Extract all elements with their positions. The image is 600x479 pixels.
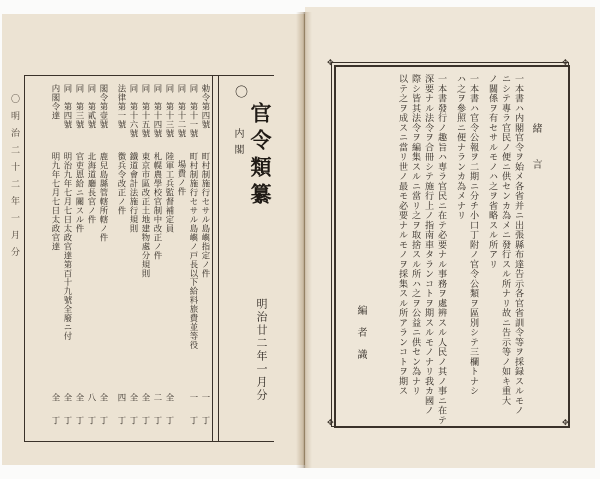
- preface-line: 一本書ハ内閣官令ヲ始メ各省并ニ出張縣布達告示各官省訓令等ヲ採録スルモノ: [513, 74, 524, 416]
- toc-row-unit: 丁: [129, 416, 139, 426]
- toc-row-number: 閣令第壹號: [99, 84, 109, 129]
- toc-row-unit: 丁: [87, 416, 97, 426]
- toc-row-page: 全: [165, 393, 175, 403]
- corner-ornament-icon: ✥: [327, 58, 334, 67]
- toc-row-number: 内閣令達: [51, 84, 61, 120]
- toc-row-page: 一: [189, 393, 199, 403]
- toc-row-unit: 丁: [189, 416, 199, 426]
- toc-title: 官令類纂: [248, 102, 273, 210]
- preface-line: ノ關係ヲ有セサルモノハ之ヲ省略スル所アリ: [487, 74, 498, 269]
- toc-row-unit: 丁: [75, 416, 85, 426]
- toc-row-unit: 丁: [165, 416, 175, 426]
- toc-row-number: 同 第十三號: [165, 84, 175, 138]
- toc-row-number: 同 第十五號: [141, 84, 151, 138]
- toc-row-page: 全: [99, 393, 109, 403]
- preface-line: ハ之ヲ參照ニ便ナランカ為メナリ: [455, 74, 466, 221]
- toc-section-title: 内閣: [232, 128, 243, 160]
- toc-row-description: 鹿兒島縣管轄所轄ノ件: [99, 152, 109, 242]
- toc-row-number: 同 第十四號: [153, 84, 163, 138]
- toc-row-description: 官吏恩給ニ關スル件: [75, 152, 85, 233]
- preface-line: 一本書ハ官令公報ヲ二期ニ分チ小口丁附ノ官令公類ヲ區別シテ三欄トナシ: [468, 74, 479, 396]
- toc-row-description: 陸軍工兵監督補定員: [165, 152, 175, 233]
- toc-row-number: 同 第四號: [63, 84, 73, 129]
- toc-row-number: 勅令第四號: [201, 84, 211, 129]
- toc-row-page: 八: [87, 393, 97, 403]
- toc-row-page: 全: [75, 393, 85, 403]
- toc-row-page: 四: [117, 393, 127, 403]
- toc-row-page: 全: [63, 393, 73, 403]
- toc-row-description: 北海道廳長官ノ件: [87, 152, 97, 224]
- toc-row-description: 町村制施行セサル島嶼指定ノ件: [201, 152, 211, 278]
- toc-edge-text: 〇明治二十二年一月分: [9, 94, 19, 264]
- toc-row-unit: 丁: [63, 416, 73, 426]
- toc-row-description: 明九年七月七日太政官達: [51, 152, 61, 251]
- toc-row-page: 二: [153, 393, 163, 403]
- toc-row-page: 全: [51, 393, 61, 403]
- toc-row-unit: 丁: [141, 416, 151, 426]
- toc-section-mark: 〇: [232, 85, 247, 98]
- toc-row-number: 同 第三號: [75, 84, 85, 129]
- toc-row-description: 場費ノ件: [177, 160, 187, 196]
- toc-row-number: 同 第十一號: [189, 84, 199, 138]
- toc-row-unit: 丁: [117, 416, 127, 426]
- toc-row-description: 徴兵令改正ノ件: [117, 152, 127, 215]
- toc-row-unit: 丁: [153, 416, 163, 426]
- toc-row-number: 同 第十六號: [129, 84, 139, 138]
- preface-line: 以テ之ヲ成スニ當リ世ノ最モ必要ナルモノヲ採集スル所アランコトヲ期ス: [397, 74, 408, 396]
- toc-row-page: 全: [141, 393, 151, 403]
- toc-row-page: 全: [129, 393, 139, 403]
- preface-heading: 緒 言: [530, 123, 541, 177]
- preface-line: 深要ナル法令ヲ合冊シテ施行上ノ指南車タランコトヲ期スルモノナリ我カ國ノ: [423, 74, 434, 416]
- toc-row-unit: 丁: [51, 416, 61, 426]
- toc-row-description: 町村制施行セサル島嶼ノ戸長以下給料旅費並等役: [189, 152, 199, 350]
- toc-row-number: 同 第十二號: [177, 84, 187, 138]
- toc-row-unit: 丁: [99, 416, 109, 426]
- toc-row-number: 法律第一號: [117, 84, 127, 129]
- preface-line: 一本書發行ノ趣旨ハ専ラ官民ニ在テ必要ナル事務ヲ處辨スル人民ノ其ノ事ニ在テ: [436, 74, 447, 425]
- corner-ornament-icon: ✥: [327, 418, 334, 427]
- toc-row-unit: 丁: [201, 416, 211, 426]
- toc-date: 明治廿二年一月分: [255, 298, 268, 402]
- book-gutter: [296, 12, 312, 468]
- toc-row-number: 同 第貳號: [87, 84, 97, 129]
- toc-row-description: 東京市區改正土地建物處分規則: [141, 152, 151, 278]
- corner-ornament-icon: ✥: [562, 58, 569, 67]
- corner-ornament-icon: ✥: [562, 418, 569, 427]
- toc-row-description: 札幌農學校官制中改正ノ件: [153, 152, 163, 260]
- preface-line: ニシテ專ラ官民ノ便ニ供センカ為メニ發行スル所ナリ故ニ告示等ノ如キ重大: [500, 74, 511, 406]
- preface-signature: 編者識: [355, 305, 366, 371]
- preface-frame: [334, 65, 570, 428]
- toc-row-page: 一: [201, 393, 211, 403]
- toc-row-description: 鐵道會計法施行規則: [129, 152, 139, 233]
- preface-line: 際シ皆其法令ヲ編集スルニ當リ之ヲ取捨スル所ハ之ヲ公益ニ供セン為ナリ: [410, 74, 421, 396]
- toc-row-description: 明治九年七月七日太政官達第百十九號全廢ニ付: [63, 152, 73, 341]
